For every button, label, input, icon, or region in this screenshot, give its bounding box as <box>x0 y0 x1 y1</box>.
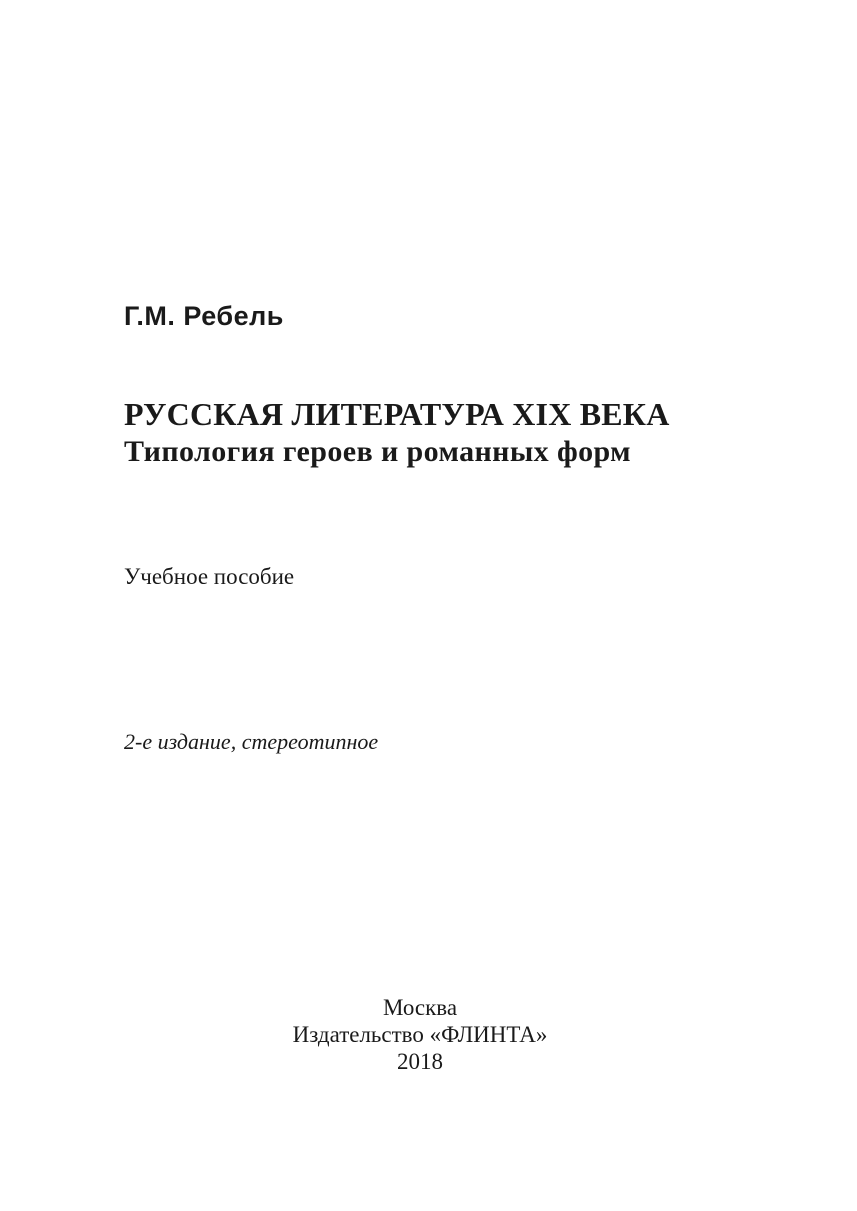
book-title <box>124 395 670 471</box>
book-title-main: РУССКАЯ ЛИТЕРАТУРА XIX ВЕКА <box>124 396 670 432</box>
imprint-city: Москва <box>382 995 458 1020</box>
imprint-year: 2018 <box>397 1049 443 1074</box>
document-type: Учебное пособие <box>124 564 295 589</box>
imprint <box>200 994 640 1075</box>
edition-note: 2-е издание, стереотипное <box>124 729 379 754</box>
imprint-publisher: Издательство «ФЛИНТА» <box>292 1022 548 1047</box>
author-name: Г.М. Ребель <box>124 301 284 331</box>
book-subtitle: Типология героев и романных форм <box>124 435 631 468</box>
